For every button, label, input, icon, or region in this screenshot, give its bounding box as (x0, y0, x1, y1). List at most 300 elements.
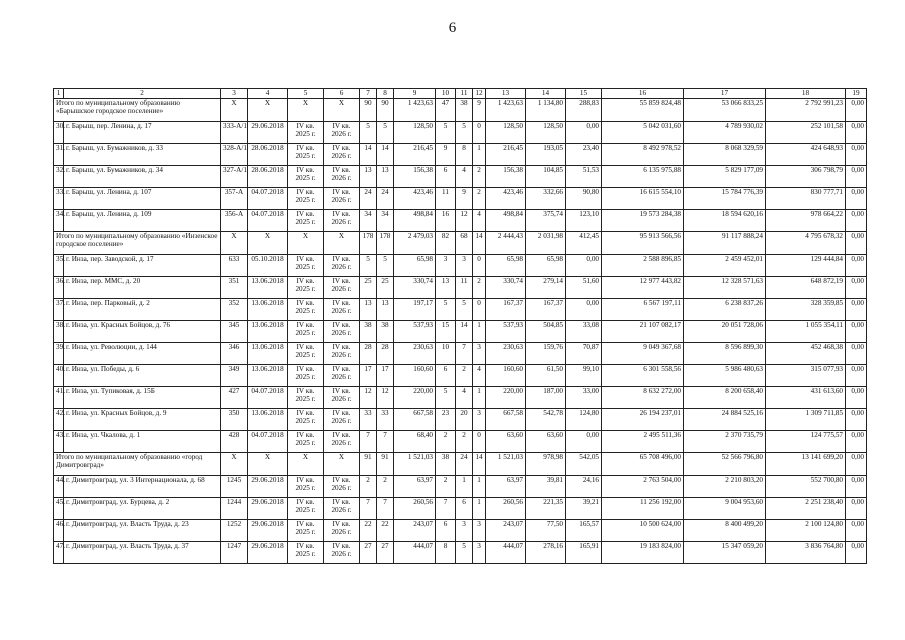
subtotal-row (54, 98, 867, 121)
row-number: 34. (54, 209, 64, 231)
cell-c14: 542,78 (526, 408, 566, 430)
cell-c13: 230,63 (486, 342, 526, 364)
cell-c11: 3 (456, 519, 473, 541)
cell-c15: 51,60 (566, 276, 602, 298)
cell-c10: 82 (436, 231, 456, 254)
cell-c15: 165,57 (566, 519, 602, 541)
cell-c5 (288, 408, 324, 430)
period-year: 2026 г. (331, 550, 352, 559)
cell-c4: X (248, 452, 288, 475)
cell-c18: 3 836 764,80 (766, 541, 846, 563)
cell-c5 (288, 165, 324, 187)
cell-c11: 5 (456, 121, 473, 143)
cell-c9: 197,17 (394, 298, 436, 320)
cell-c11: 9 (456, 187, 473, 209)
cell-c17: 5 829 177,09 (684, 165, 766, 187)
period-year: 2025 г. (295, 417, 316, 426)
table-row (54, 519, 867, 541)
cell-c14: 978,98 (526, 452, 566, 475)
cell-c6 (324, 497, 360, 519)
cell-c5: X (288, 231, 324, 254)
cell-c8: 13 (377, 165, 394, 187)
cell-c8: 33 (377, 408, 394, 430)
cell-c9: 330,74 (394, 276, 436, 298)
cell-c14: 278,16 (526, 541, 566, 563)
cell-c8: 7 (377, 497, 394, 519)
house-address: г. Инза, ул. Чкалова, д. 1 (64, 430, 221, 452)
cell-c7: 91 (360, 452, 377, 475)
subtotal-label: Итого по муниципальному образованию «Инзенское городское поселение» (54, 231, 221, 254)
cell-c3: 351 (221, 276, 248, 298)
cell-c7: 2 (360, 475, 377, 497)
period-quarter: IV кв. (332, 342, 351, 351)
column-number: 2 (64, 89, 221, 99)
cell-c15: 39,21 (566, 497, 602, 519)
cell-c6 (324, 364, 360, 386)
cell-c12: 3 (473, 541, 486, 563)
cell-c9: 444,07 (394, 541, 436, 563)
cell-c11: 7 (456, 342, 473, 364)
period-year: 2025 г. (295, 351, 316, 360)
cell-c9: 63,97 (394, 475, 436, 497)
cell-c15: 99,10 (566, 364, 602, 386)
cell-c12: 4 (473, 364, 486, 386)
period-year: 2025 г. (295, 307, 316, 316)
cell-c10: 47 (436, 98, 456, 121)
period-year: 2026 г. (331, 528, 352, 537)
row-number: 42. (54, 408, 64, 430)
cell-c10: 5 (436, 298, 456, 320)
cell-c6 (324, 276, 360, 298)
period-year: 2025 г. (295, 395, 316, 404)
cell-c7: 14 (360, 143, 377, 165)
cell-c14: 187,00 (526, 386, 566, 408)
cell-c7: 34 (360, 209, 377, 231)
cell-c5 (288, 541, 324, 563)
cell-c10: 2 (436, 475, 456, 497)
period-year: 2026 г. (331, 307, 352, 316)
cell-c10: 6 (436, 364, 456, 386)
cell-c19: 0,00 (846, 430, 867, 452)
cell-c4: 29.06.2018 (248, 497, 288, 519)
row-number: 43. (54, 430, 64, 452)
column-number: 6 (324, 89, 360, 99)
period-quarter: IV кв. (332, 541, 351, 550)
cell-c5 (288, 209, 324, 231)
column-number: 8 (377, 89, 394, 99)
cell-c17: 2 210 803,20 (684, 475, 766, 497)
cell-c11: 2 (456, 430, 473, 452)
cell-c16: 6 567 197,11 (602, 298, 684, 320)
cell-c18: 2 251 238,40 (766, 497, 846, 519)
period-quarter: IV кв. (332, 165, 351, 174)
cell-c11: 1 (456, 475, 473, 497)
cell-c3: 356-А (221, 209, 248, 231)
table-row (54, 254, 867, 276)
house-address: г. Инза, ул. Красных Бойцов, д. 9 (64, 408, 221, 430)
cell-c3: 327-А/1 (221, 165, 248, 187)
cell-c14: 159,76 (526, 342, 566, 364)
cell-c5 (288, 187, 324, 209)
cell-c14: 77,50 (526, 519, 566, 541)
period-quarter: IV кв. (296, 475, 315, 484)
cell-c8: 34 (377, 209, 394, 231)
cell-c6 (324, 430, 360, 452)
cell-c11: 2 (456, 364, 473, 386)
cell-c17: 24 884 525,16 (684, 408, 766, 430)
cell-c3: 333-А/1 (221, 121, 248, 143)
cell-c4: X (248, 231, 288, 254)
cell-c7: 28 (360, 342, 377, 364)
cell-c19: 0,00 (846, 121, 867, 143)
cell-c9: 65,98 (394, 254, 436, 276)
cell-c17: 8 400 499,20 (684, 519, 766, 541)
cell-c8: 17 (377, 364, 394, 386)
cell-c3: 349 (221, 364, 248, 386)
cell-c12: 1 (473, 475, 486, 497)
cell-c3: 1244 (221, 497, 248, 519)
cell-c13: 167,37 (486, 298, 526, 320)
cell-c6 (324, 209, 360, 231)
period-year: 2025 г. (295, 484, 316, 493)
cell-c14: 375,74 (526, 209, 566, 231)
cell-c15: 0,00 (566, 298, 602, 320)
period-quarter: IV кв. (296, 254, 315, 263)
cell-c5: X (288, 98, 324, 121)
cell-c8: 2 (377, 475, 394, 497)
column-number: 15 (566, 89, 602, 99)
cell-c14: 1 134,80 (526, 98, 566, 121)
row-number: 30. (54, 121, 64, 143)
cell-c6 (324, 165, 360, 187)
period-quarter: IV кв. (296, 298, 315, 307)
cell-c7: 5 (360, 121, 377, 143)
cell-c19: 0,00 (846, 276, 867, 298)
cell-c4: 13.06.2018 (248, 276, 288, 298)
period-quarter: IV кв. (332, 143, 351, 152)
cell-c14: 2 031,98 (526, 231, 566, 254)
period-year: 2025 г. (295, 550, 316, 559)
house-address: г. Инза, пер. Заводской, д. 17 (64, 254, 221, 276)
cell-c3: 428 (221, 430, 248, 452)
cell-c16: 2 495 511,36 (602, 430, 684, 452)
cell-c12: 0 (473, 298, 486, 320)
cell-c7: 13 (360, 165, 377, 187)
period-quarter: IV кв. (296, 541, 315, 550)
period-quarter: IV кв. (332, 430, 351, 439)
cell-c19: 0,00 (846, 519, 867, 541)
cell-c5 (288, 121, 324, 143)
cell-c17: 20 051 728,06 (684, 320, 766, 342)
cell-c9: 2 479,03 (394, 231, 436, 254)
cell-c8: 5 (377, 121, 394, 143)
cell-c5 (288, 519, 324, 541)
period-year: 2026 г. (331, 174, 352, 183)
cell-c12: 2 (473, 187, 486, 209)
column-number: 3 (221, 89, 248, 99)
cell-c16: 21 107 082,17 (602, 320, 684, 342)
cell-c16: 19 183 824,00 (602, 541, 684, 563)
cell-c15: 70,87 (566, 342, 602, 364)
cell-c8: 13 (377, 298, 394, 320)
cell-c8: 91 (377, 452, 394, 475)
cell-c18: 124 775,57 (766, 430, 846, 452)
cell-c17: 2 459 452,01 (684, 254, 766, 276)
cell-c18: 431 613,60 (766, 386, 846, 408)
cell-c13: 63,97 (486, 475, 526, 497)
row-number: 41. (54, 386, 64, 408)
column-number: 12 (473, 89, 486, 99)
cell-c16: 2 588 896,85 (602, 254, 684, 276)
period-quarter: IV кв. (332, 497, 351, 506)
cell-c9: 1 423,63 (394, 98, 436, 121)
period-quarter: IV кв. (296, 209, 315, 218)
column-number-row (54, 89, 867, 99)
cell-c8: 28 (377, 342, 394, 364)
column-number: 16 (602, 89, 684, 99)
period-quarter: IV кв. (332, 364, 351, 373)
cell-c6 (324, 187, 360, 209)
cell-c10: 9 (436, 143, 456, 165)
cell-c13: 243,07 (486, 519, 526, 541)
cell-c12: 4 (473, 209, 486, 231)
subtotal-label: Итого по муниципальному образованию «город Димитровград» (54, 452, 221, 475)
cell-c9: 537,93 (394, 320, 436, 342)
cell-c13: 160,60 (486, 364, 526, 386)
cell-c16: 55 859 824,48 (602, 98, 684, 121)
cell-c11: 4 (456, 386, 473, 408)
cell-c11: 3 (456, 254, 473, 276)
cell-c18: 1 055 354,11 (766, 320, 846, 342)
period-year: 2026 г. (331, 152, 352, 161)
cell-c12: 14 (473, 452, 486, 475)
cell-c15: 288,83 (566, 98, 602, 121)
period-year: 2026 г. (331, 329, 352, 338)
subtotal-row (54, 231, 867, 254)
cell-c3: 345 (221, 320, 248, 342)
cell-c5 (288, 497, 324, 519)
cell-c18: 830 777,71 (766, 187, 846, 209)
cell-c8: 12 (377, 386, 394, 408)
cell-c15: 90,80 (566, 187, 602, 209)
cell-c8: 27 (377, 541, 394, 563)
cell-c10: 11 (436, 187, 456, 209)
period-quarter: IV кв. (296, 187, 315, 196)
cell-c11: 12 (456, 209, 473, 231)
cell-c19: 0,00 (846, 497, 867, 519)
cell-c6 (324, 342, 360, 364)
row-number: 39. (54, 342, 64, 364)
page-number: 6 (448, 20, 457, 36)
cell-c17: 15 784 776,39 (684, 187, 766, 209)
house-address: г. Димитровград, ул. Власть Труда, д. 37 (64, 541, 221, 563)
table-row (54, 165, 867, 187)
cell-c14: 39,81 (526, 475, 566, 497)
cell-c3: 328-А/1 (221, 143, 248, 165)
period-quarter: IV кв. (332, 386, 351, 395)
period-quarter: IV кв. (332, 121, 351, 130)
cell-c11: 24 (456, 452, 473, 475)
cell-c12: 2 (473, 165, 486, 187)
cell-c5 (288, 342, 324, 364)
cell-c15: 123,10 (566, 209, 602, 231)
cell-c17: 8 200 658,40 (684, 386, 766, 408)
cell-c8: 90 (377, 98, 394, 121)
cell-c17: 9 004 953,60 (684, 497, 766, 519)
cell-c3: 350 (221, 408, 248, 430)
cell-c14: 65,98 (526, 254, 566, 276)
cell-c4: 29.06.2018 (248, 519, 288, 541)
table-row (54, 298, 867, 320)
period-year: 2026 г. (331, 439, 352, 448)
cell-c14: 128,50 (526, 121, 566, 143)
cell-c3: 352 (221, 298, 248, 320)
house-address: г. Инза, ул. Революции, д. 144 (64, 342, 221, 364)
cell-c5 (288, 143, 324, 165)
period-quarter: IV кв. (332, 475, 351, 484)
period-quarter: IV кв. (332, 254, 351, 263)
cell-c11: 4 (456, 165, 473, 187)
cell-c7: 7 (360, 497, 377, 519)
row-number: 33. (54, 187, 64, 209)
cell-c7: 178 (360, 231, 377, 254)
cell-c9: 667,58 (394, 408, 436, 430)
period-year: 2025 г. (295, 439, 316, 448)
period-quarter: IV кв. (332, 519, 351, 528)
cell-c3: 633 (221, 254, 248, 276)
house-address: г. Барыш, ул. Бумажников, д. 33 (64, 143, 221, 165)
cell-c4: 04.07.2018 (248, 209, 288, 231)
period-year: 2025 г. (295, 373, 316, 382)
cell-c7: 38 (360, 320, 377, 342)
period-year: 2026 г. (331, 395, 352, 404)
cell-c6: X (324, 452, 360, 475)
cell-c18: 129 444,84 (766, 254, 846, 276)
cell-c18: 424 648,93 (766, 143, 846, 165)
cell-c3: 1245 (221, 475, 248, 497)
house-address: г. Инза, ул. Тупиковая, д. 15Б (64, 386, 221, 408)
cell-c10: 13 (436, 276, 456, 298)
table-row (54, 121, 867, 143)
cell-c18: 452 468,38 (766, 342, 846, 364)
table-row (54, 276, 867, 298)
cell-c10: 6 (436, 519, 456, 541)
column-number: 7 (360, 89, 377, 99)
cell-c19: 0,00 (846, 475, 867, 497)
cell-c3: X (221, 452, 248, 475)
cell-c5 (288, 364, 324, 386)
period-quarter: IV кв. (332, 187, 351, 196)
cell-c6: X (324, 98, 360, 121)
cell-c13: 330,74 (486, 276, 526, 298)
cell-c9: 220,00 (394, 386, 436, 408)
cell-c5 (288, 386, 324, 408)
cell-c6 (324, 408, 360, 430)
cell-c14: 504,85 (526, 320, 566, 342)
cell-c15: 0,00 (566, 430, 602, 452)
period-year: 2026 г. (331, 196, 352, 205)
period-year: 2025 г. (295, 329, 316, 338)
cell-c15: 0,00 (566, 254, 602, 276)
cell-c3: 1247 (221, 541, 248, 563)
cell-c16: 6 301 558,56 (602, 364, 684, 386)
cell-c8: 22 (377, 519, 394, 541)
row-number: 31. (54, 143, 64, 165)
cell-c9: 230,63 (394, 342, 436, 364)
cell-c5 (288, 276, 324, 298)
cell-c4: 13.06.2018 (248, 364, 288, 386)
cell-c3: 427 (221, 386, 248, 408)
cell-c6 (324, 320, 360, 342)
cell-c16: 6 135 975,88 (602, 165, 684, 187)
period-quarter: IV кв. (296, 497, 315, 506)
cell-c14: 63,60 (526, 430, 566, 452)
cell-c12: 3 (473, 519, 486, 541)
cell-c17: 15 347 059,20 (684, 541, 766, 563)
table-row (54, 541, 867, 563)
cell-c6 (324, 475, 360, 497)
cell-c10: 15 (436, 320, 456, 342)
table-row (54, 475, 867, 497)
cell-c17: 12 328 571,63 (684, 276, 766, 298)
cell-c17: 4 789 930,02 (684, 121, 766, 143)
cell-c4: 29.06.2018 (248, 475, 288, 497)
cell-c10: 10 (436, 342, 456, 364)
period-quarter: IV кв. (296, 408, 315, 417)
cell-c15: 0,00 (566, 121, 602, 143)
cell-c15: 51,53 (566, 165, 602, 187)
cell-c15: 165,91 (566, 541, 602, 563)
cell-c7: 17 (360, 364, 377, 386)
period-year: 2025 г. (295, 218, 316, 227)
cell-c14: 221,35 (526, 497, 566, 519)
column-number: 13 (486, 89, 526, 99)
cell-c5: X (288, 452, 324, 475)
period-quarter: IV кв. (332, 408, 351, 417)
period-year: 2025 г. (295, 263, 316, 272)
row-number: 46. (54, 519, 64, 541)
house-address: г. Димитровград, ул. Бурцева, д. 2 (64, 497, 221, 519)
cell-c12: 3 (473, 342, 486, 364)
cell-c9: 128,50 (394, 121, 436, 143)
period-year: 2026 г. (331, 484, 352, 493)
housing-program-table (53, 88, 867, 564)
table-row (54, 386, 867, 408)
cell-c16: 26 194 237,01 (602, 408, 684, 430)
period-quarter: IV кв. (332, 276, 351, 285)
period-quarter: IV кв. (296, 386, 315, 395)
row-number: 44. (54, 475, 64, 497)
cell-c12: 0 (473, 254, 486, 276)
cell-c10: 5 (436, 386, 456, 408)
cell-c19: 0,00 (846, 143, 867, 165)
cell-c15: 24,16 (566, 475, 602, 497)
period-quarter: IV кв. (296, 430, 315, 439)
column-number: 19 (846, 89, 867, 99)
cell-c18: 252 101,58 (766, 121, 846, 143)
cell-c18: 648 872,19 (766, 276, 846, 298)
cell-c6 (324, 121, 360, 143)
cell-c16: 65 708 496,00 (602, 452, 684, 475)
period-year: 2025 г. (295, 196, 316, 205)
cell-c16: 8 632 272,00 (602, 386, 684, 408)
cell-c14: 104,85 (526, 165, 566, 187)
period-year: 2026 г. (331, 130, 352, 139)
cell-c6 (324, 254, 360, 276)
cell-c15: 542,05 (566, 452, 602, 475)
cell-c19: 0,00 (846, 452, 867, 475)
cell-c7: 33 (360, 408, 377, 430)
